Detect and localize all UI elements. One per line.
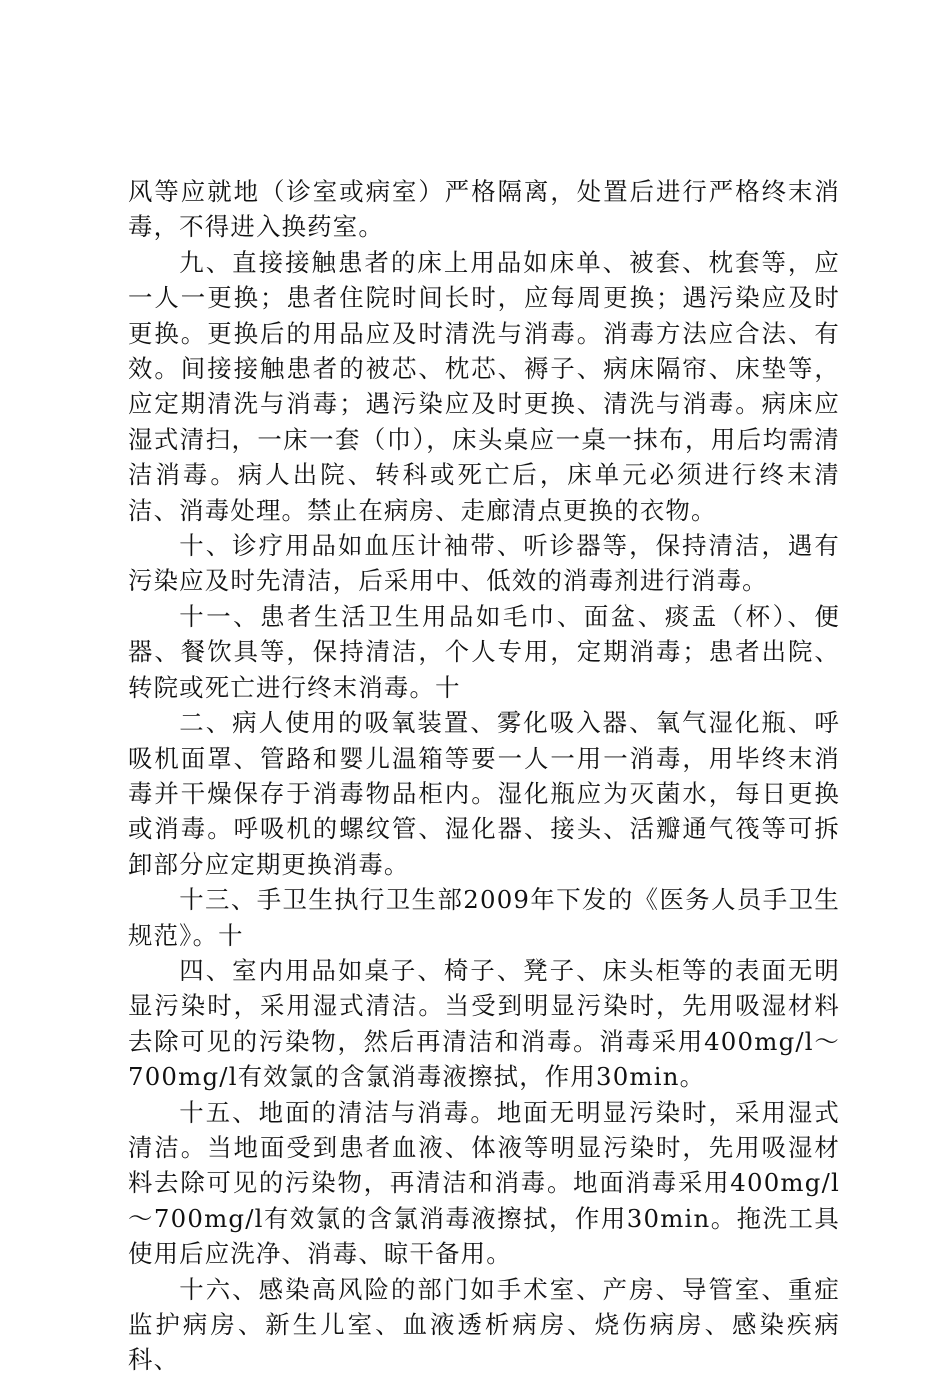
paragraph-continuation: 风等应就地（诊室或病室）严格隔离，处置后进行严格终末消毒，不得进入换药室。 bbox=[128, 177, 840, 242]
paragraph-item-16: 十六、感染高风险的部门如手术室、产房、导管室、重症监护病房、新生儿室、血液透析病房、烧伤病房、感染疾病科、 bbox=[128, 1274, 840, 1375]
paragraph-item-9: 九、直接接触患者的床上用品如床单、被套、枕套等，应一人一更换；患者住院时间长时，应每周更换；遇污染应及时更换。更换后的用品应及时清洗与消毒。消毒方法应合法、有效。间接接触患者的被芯、枕芯、褥子、病床隔帘、床垫等，应定期清洗与消毒；遇污染应及时更换、清洗与消毒。病床应湿式清扫，一床一套（巾），床头桌应一桌一抹布，用后均需清洁消毒。病人出院、转科或死亡后，床单元必须进行终末清洁、消毒处理。禁止在病房、走廊清点更换的衣物。 bbox=[128, 247, 840, 525]
paragraph-item-14: 四、室内用品如桌子、椅子、凳子、床头柜等的表面无明显污染时，采用湿式清洁。当受到明显污染时，先用吸湿材料去除可见的污染物，然后再清洁和消毒。消毒采用400mg/l～700mg/l有效氯的含氯消毒液擦拭，作用30min。 bbox=[128, 955, 840, 1092]
paragraph-item-12: 二、病人使用的吸氧装置、雾化吸入器、氧气湿化瓶、呼吸机面罩、管路和婴儿温箱等要一人一用一消毒，用毕终末消毒并干燥保存于消毒物品柜内。湿化瓶应为灭菌水，每日更换或消毒。呼吸机的螺纹管、湿化器、接头、活瓣通气筏等可拆卸部分应定期更换消毒。 bbox=[128, 708, 840, 879]
paragraph-item-15: 十五、地面的清洁与消毒。地面无明显污染时，采用湿式清洁。当地面受到患者血液、体液等明显污染时，先用吸湿材料去除可见的污染物，再清洁和消毒。地面消毒采用400mg/l～700mg/l有效氯的含氯消毒液擦拭，作用30min。拖洗工具使用后应洗净、消毒、晾干备用。 bbox=[128, 1097, 840, 1269]
paragraph-item-13: 十三、手卫生执行卫生部2009年下发的《医务人员手卫生规范》。十 bbox=[128, 885, 840, 950]
paragraph-item-11: 十一、患者生活卫生用品如毛巾、面盆、痰盂（杯）、便器、餐饮具等，保持清洁，个人专用，定期消毒；患者出院、转院或死亡进行终末消毒。十 bbox=[128, 601, 840, 702]
document-page bbox=[128, 174, 840, 1378]
paragraph-item-10: 十、诊疗用品如血压计袖带、听诊器等，保持清洁，遇有污染应及时先清洁，后采用中、低效的消毒剂进行消毒。 bbox=[128, 531, 840, 596]
